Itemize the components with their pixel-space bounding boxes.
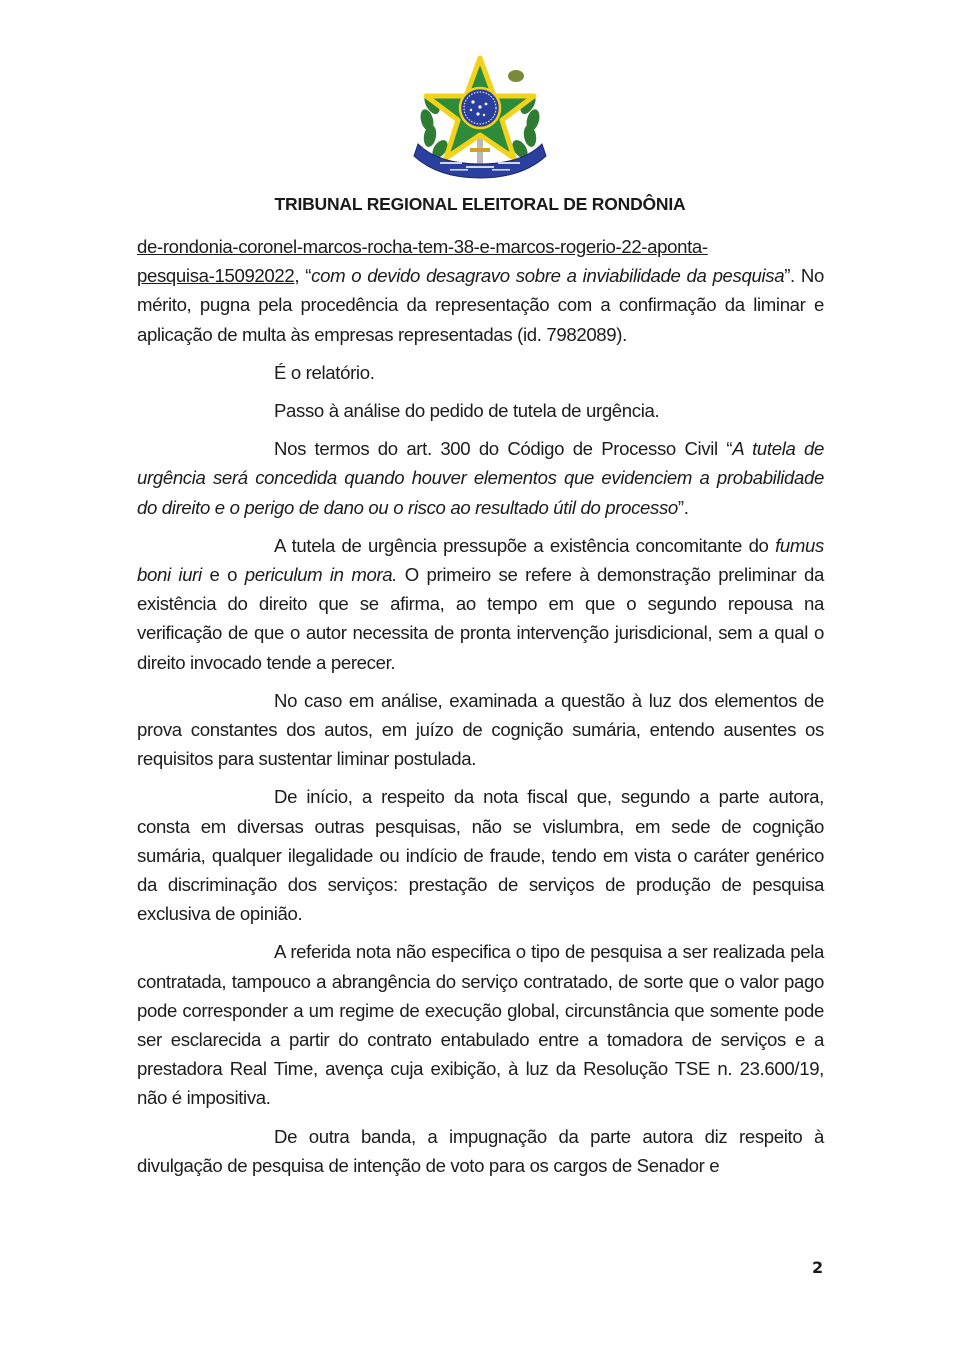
paragraph-5-latin-2: periculum in mora. xyxy=(244,564,398,586)
paragraph-5-lead: A tutela de urgência pressupõe a existência concomitante do xyxy=(274,534,776,556)
paragraph-3: Passo à análise do pedido de tutela de urgência. xyxy=(274,400,660,422)
paragraph-5-latin-1: fumus boni iuri xyxy=(137,534,824,586)
paragraph-8: A referida nota não especifica o tipo de pesquisa a ser realizada pela contratada, tampouco a abrangência do serviço contratado, de sorte que o valor pago pode corresponder a um regime de execução global, circunstância que somente pode ser esclarecida a partir do contrato entabulado entre a tomadora de serviços e a prestadora Real Time, avença cuja exibição, à luz da Resolução TSE n. 23.600/19, não é impositiva. xyxy=(137,941,824,1109)
paragraph-1-quote: com o devido desagravo sobre a inviabilidade da pesquisa xyxy=(311,265,785,287)
paragraph-5-rest: O primeiro se refere à demonstração preliminar da existência do direito que se afirma, ao tempo em que o segundo repousa na verificação de que o autor necessita de pronta intervenção jurisdicional, sem a qual o direito invocado tende a perecer. xyxy=(137,564,824,673)
paragraph-7: De início, a respeito da nota fiscal que, segundo a parte autora, consta em diversas outras pesquisas, não se vislumbra, em sede de cognição sumária, qualquer ilegalidade ou indício de fraude, tendo em vista o caráter genérico da discriminação dos serviços: prestação de serviços de produção de pesquisa exclusiva de opinião. xyxy=(137,786,824,925)
link-text-part1: de-rondonia-coronel-marcos-rocha-tem-38-e-marcos-rogerio-22-aponta- xyxy=(137,236,708,257)
link-text-part2: pesquisa-15092022 xyxy=(137,265,295,287)
paragraph-2: É o relatório. xyxy=(274,361,375,383)
page-number: 2 xyxy=(812,1258,824,1277)
paragraph-5 xyxy=(137,531,824,677)
document-body xyxy=(137,232,824,1180)
paragraph-6: No caso em análise, examinada a questão à luz dos elementos de prova constantes dos autos, em juízo de cognição sumária, entendo ausentes os requisitos para sustentar liminar postulada. xyxy=(137,689,824,770)
paragraph-4-lead: Nos termos do art. 300 do Código de Processo Civil “ xyxy=(274,438,733,460)
court-name-header: TRIBUNAL REGIONAL ELEITORAL DE RONDÔNIA xyxy=(274,194,686,214)
paragraph-4 xyxy=(137,434,824,522)
paragraph-1-rest: ”. No mérito, pugna pela procedência da representação com a confirmação da liminar e aplicação de multa às empresas representadas (id. 7982089). xyxy=(137,265,824,345)
paragraph-4-quote: A tutela de urgência será concedida quando houver elementos que evidenciem a probabilidade do direito e o perigo de dano ou o risco ao resultado útil do processo xyxy=(137,438,824,518)
coat-of-arms-emblem xyxy=(410,52,550,180)
paragraph-5-mid: e o xyxy=(201,564,245,586)
paragraph-4-close: ”. xyxy=(677,496,689,518)
paragraph-1-connector: , “ xyxy=(294,265,312,287)
paragraph-1 xyxy=(137,232,824,349)
paragraph-9: De outra banda, a impugnação da parte autora diz respeito à divulgação de pesquisa de intenção de voto para os cargos de Senador e xyxy=(137,1125,824,1176)
